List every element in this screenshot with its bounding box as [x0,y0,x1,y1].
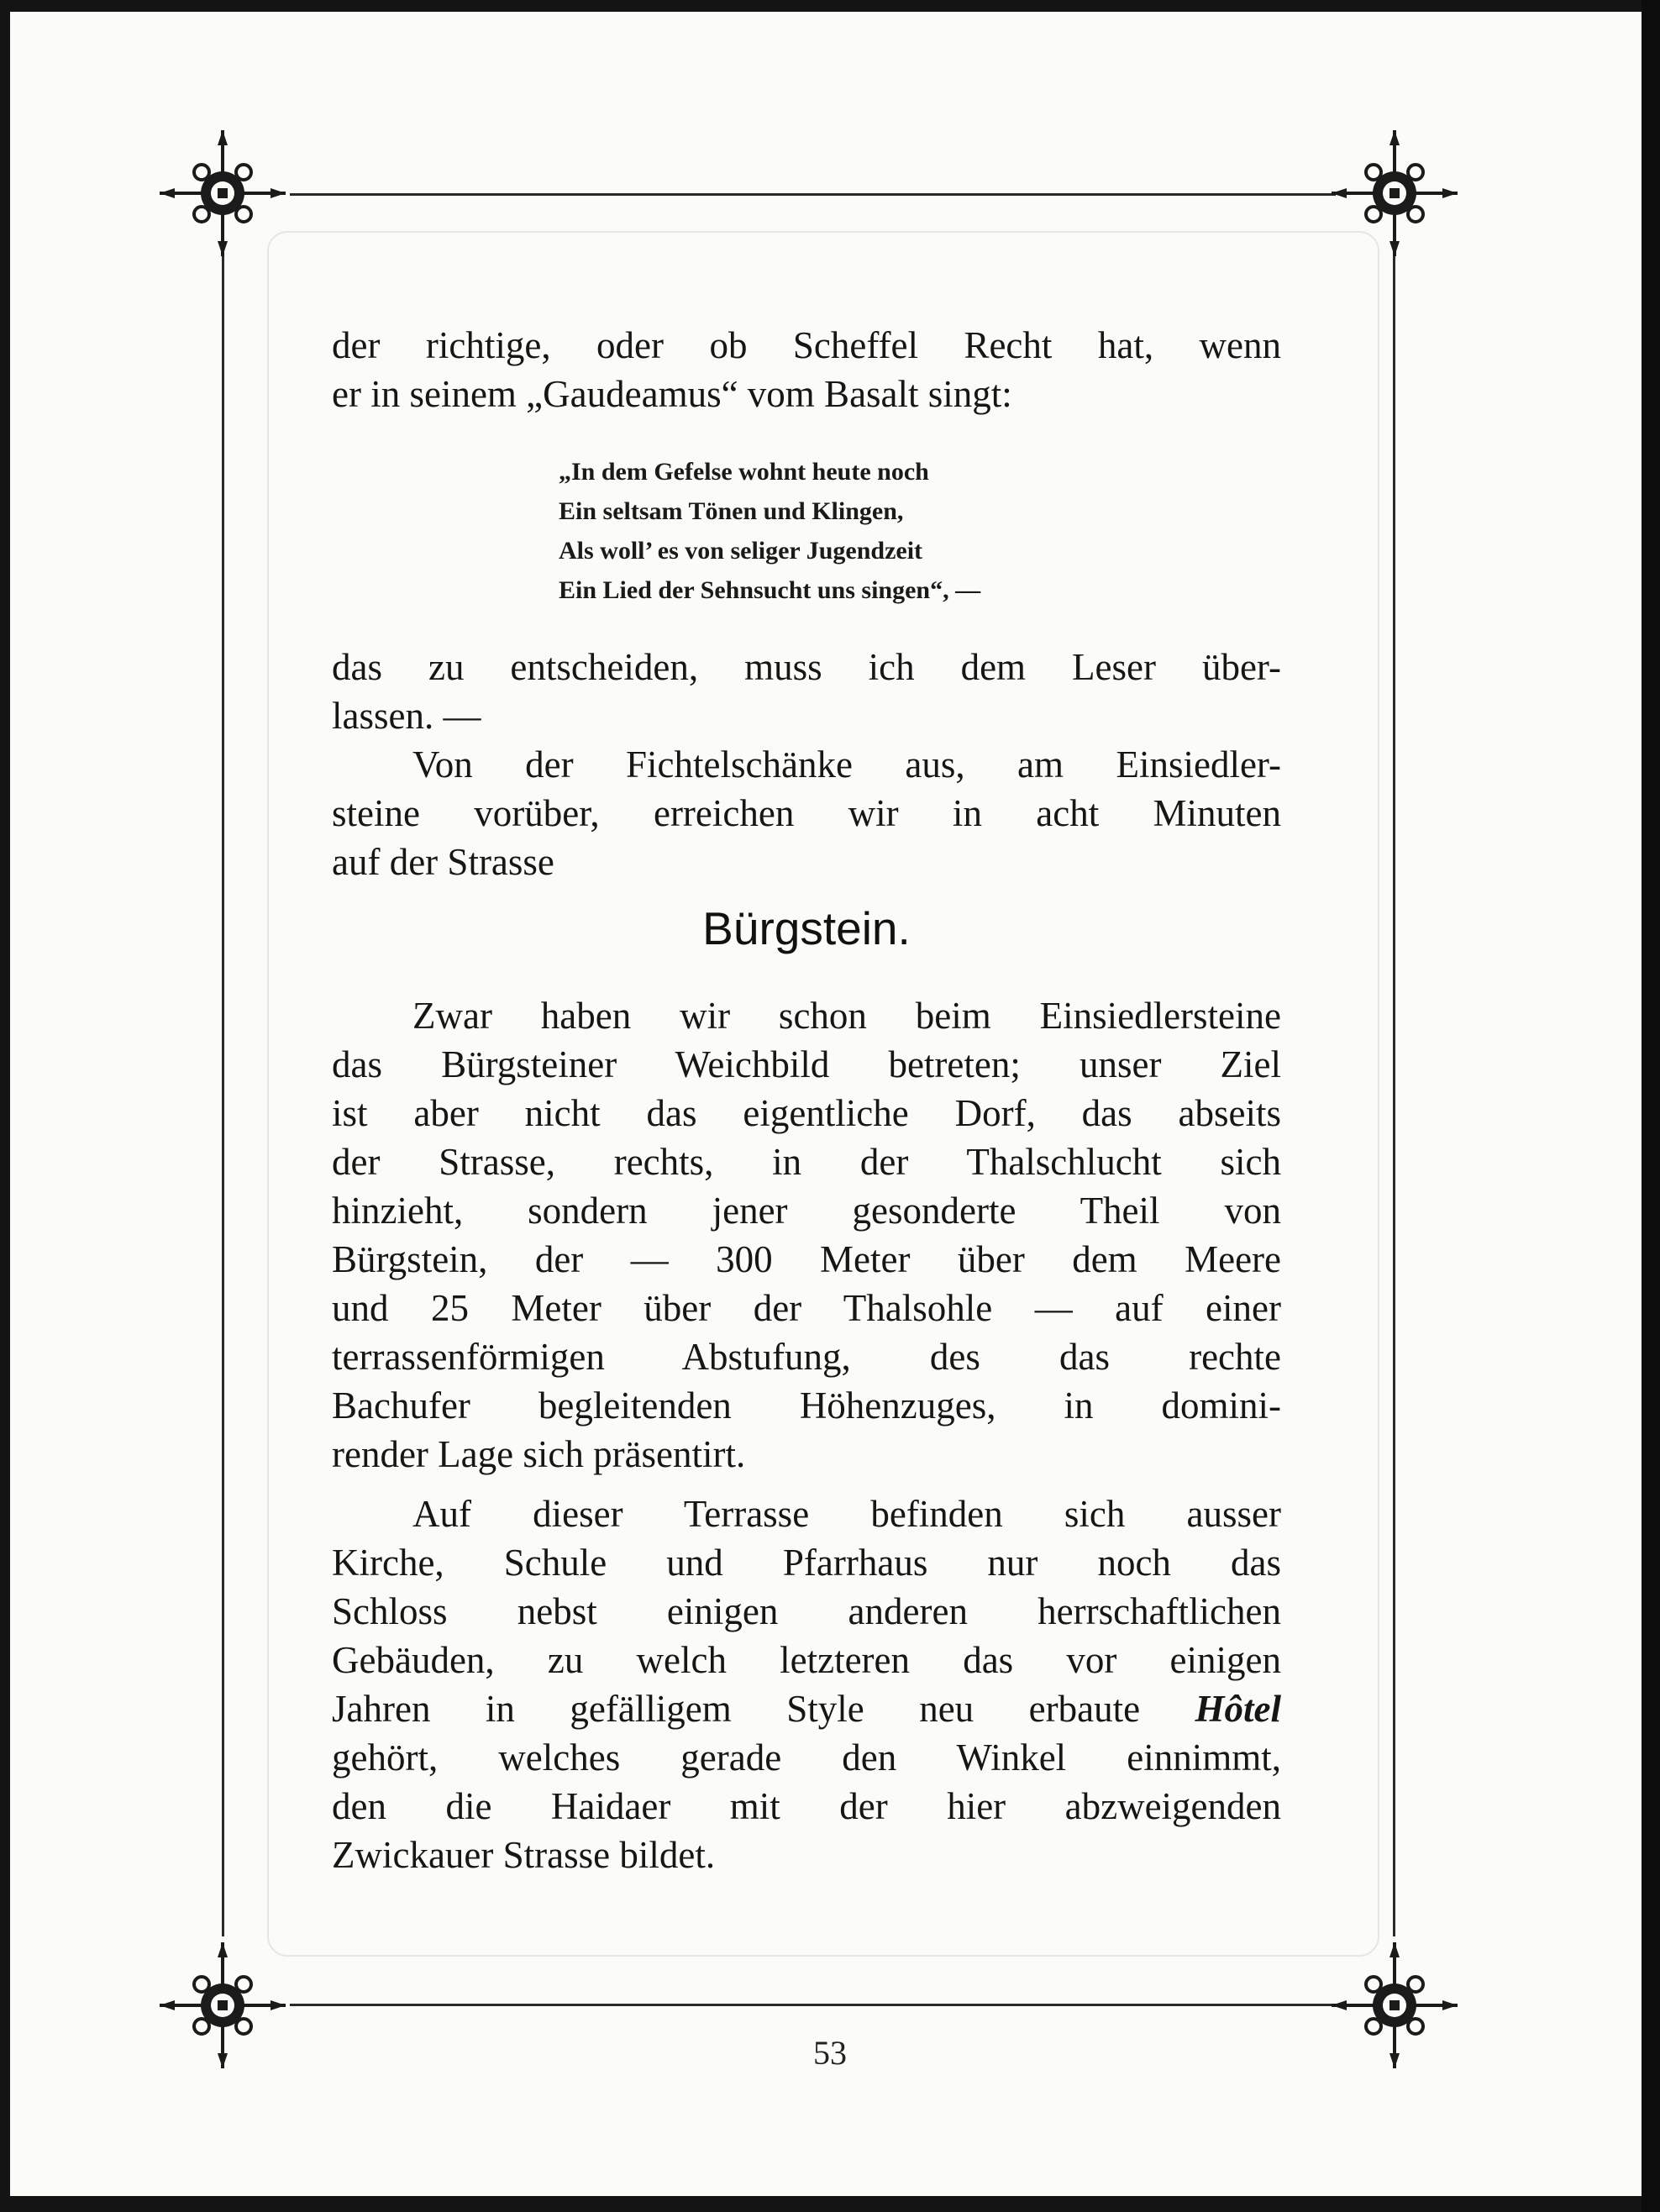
text-line: Gebäuden, zu welch letzteren das vor einigen [332,1639,1281,1681]
text-line: Bürgstein, der — 300 Meter über dem Meere [332,1238,1281,1280]
verse-quote [559,452,980,610]
verse-line: Als woll’ es von seliger Jugendzeit [559,537,923,565]
paragraph-fichtelschaenke [332,740,1281,886]
text-line: auf der Strasse [332,841,554,883]
text-line: ist aber nicht das eigentliche Dorf, das abseits [332,1092,1281,1134]
frame-top-line [290,193,1336,196]
text-line: Zwar haben wir schon beim Einsiedlersteine [412,995,1281,1037]
ornamental-cross-corner-icon [160,130,286,256]
text-line: und 25 Meter über der Thalsohle — auf einer [332,1287,1281,1329]
text-line: render Lage sich präsentirt. [332,1433,746,1475]
paragraph-decide [332,643,1281,740]
scan-edge [1642,0,1660,2212]
paragraph-terrasse [332,1490,1281,1879]
text-line: terrassenförmigen Abstufung, des das rechte [332,1336,1281,1378]
text-line: der richtige, oder ob Scheffel Recht hat, wenn [332,324,1281,366]
paragraph-scheffel [332,321,1281,418]
section-heading: Bürgstein. [702,902,911,954]
paragraph-zwar [332,991,1281,1479]
text-line: den die Haidaer mit der hier abzweigenden [332,1785,1281,1827]
text-line: der Strasse, rechts, in der Thalschlucht sich [332,1141,1281,1183]
frame-bottom-line [290,2004,1336,2006]
page-number: 53 [813,2034,847,2072]
text-line: Bachufer begleitenden Höhenzuges, in domini- [332,1384,1281,1427]
text-line: Zwickauer Strasse bildet. [332,1834,716,1876]
verse-line: Ein Lied der Sehnsucht uns singen“, — [559,576,981,604]
verse-line: Ein seltsam Tönen und Klingen, [559,497,904,525]
text-line: gehört, welches gerade den Winkel einnimmt, [332,1736,1281,1779]
ornamental-cross-corner-icon [1332,130,1458,256]
text-line: lassen. — [332,695,481,737]
text-line: Schloss nebst einigen anderen herrschaftlichen [332,1590,1281,1632]
hotel-word: Hôtel [1195,1688,1282,1730]
text-line: er in seinem „Gaudeamus“ vom Basalt singt: [332,373,1012,415]
text-line: das Bürgsteiner Weichbild betreten; unser Ziel [332,1043,1281,1085]
text-line: Von der Fichtelschänke aus, am Einsiedler- [412,743,1281,785]
frame-right-line [1393,256,1395,1936]
verse-line: „In dem Gefelse wohnt heute noch [559,458,929,486]
text-line: hinzieht, sondern jener gesonderte Theil von [332,1190,1281,1232]
text-line: Auf dieser Terrasse befinden sich ausser [412,1493,1281,1535]
text-span: Jahren in gefälligem Style neu erbaute [332,1688,1141,1730]
text-line: Kirche, Schule und Pfarrhaus nur noch das [332,1542,1281,1584]
text-line [332,1684,1281,1733]
text-line: steine vorüber, erreichen wir in acht Minuten [332,792,1281,834]
text-line: das zu entscheiden, muss ich dem Leser über- [332,646,1281,688]
frame-left-line [222,256,224,1936]
